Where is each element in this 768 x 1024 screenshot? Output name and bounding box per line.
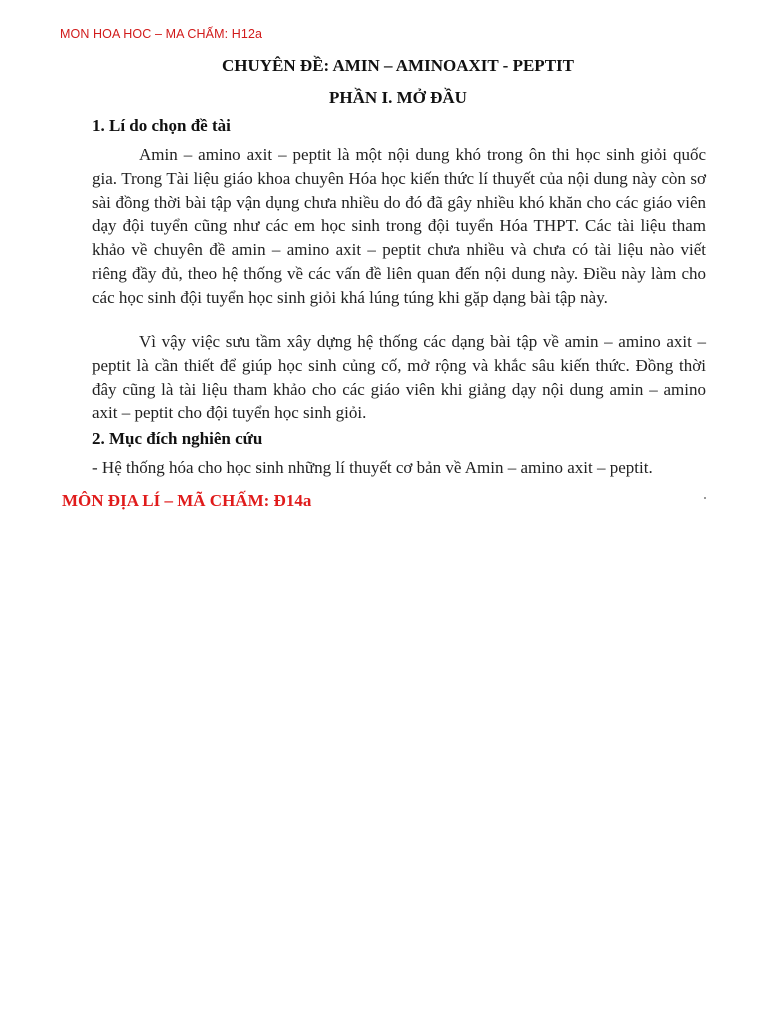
paragraph-reason-2: Vì vậy việc sưu tầm xây dựng hệ thống các dạng bài tập về amin – amino axit – peptit là cần thiết để giúp học sinh củng cố, mở rộng và khắc sâu kiến thức. Đồng thời đây cũng là tài liệu tham khảo cho các giáo viên khi giảng dạy nội dung amin – amino axit – peptit cho đội tuyển học sinh giỏi. [92,332,706,423]
stray-mark [704,497,706,499]
subject-code-footer: MÔN ĐỊA LÍ – MÃ CHẤM: Đ14a [62,491,312,510]
section-heading-reason: 1. Lí do chọn đề tài [92,116,231,135]
part-title: PHẦN I. MỞ ĐẦU [329,88,467,107]
purpose-list-item: - Hệ thống hóa cho học sinh những lí thuyết cơ bản về Amin – amino axit – peptit. [92,458,653,477]
document-title: CHUYÊN ĐỀ: AMIN – AMINOAXIT - PEPTIT [222,56,574,75]
subject-code-header: MON HOA HOC – MA CHẤM: H12a [60,27,263,41]
paragraph-reason-1: Amin – amino axit – peptit là một nội dung khó trong ôn thi học sinh giỏi quốc gia. Trong Tài liệu giáo khoa chuyên Hóa học kiến thức lí thuyết của nội dung này còn sơ sài đồng thời bài tập vận dụng chưa nhiều do đó đã gây nhiều khó khăn cho các giáo viên dạy đội tuyển cũng như các em học sinh trong đội tuyển Hóa THPT. Các tài liệu tham khảo về chuyên đề amin – amino axit – peptit chưa nhiều và chưa có tài liệu nào viết riêng đầy đủ, theo hệ thống về các vấn đề liên quan đến nội dung này. Điều này làm cho các học sinh đội tuyển học sinh giỏi khá lúng túng khi gặp dạng bài tập này. [92,145,706,307]
section-heading-purpose: 2. Mục đích nghiên cứu [92,429,263,448]
